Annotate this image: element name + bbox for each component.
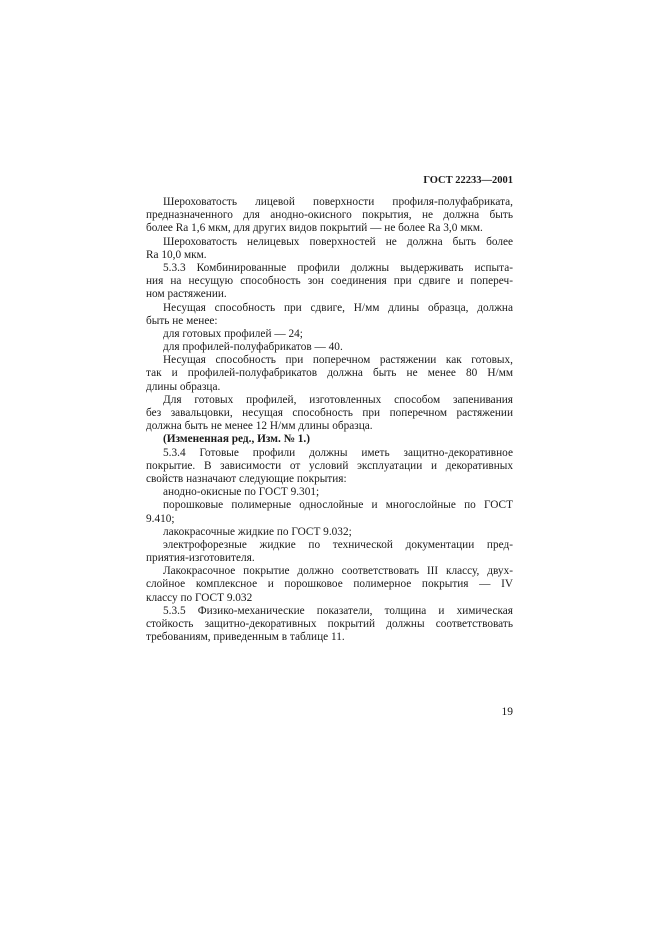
text-line: слойное комплексное и порошковое полимерное покрытия — IV — [146, 578, 513, 591]
text-line: Шероховатость лицевой поверхности профиля-полуфабриката, — [163, 196, 513, 208]
text-line: порошковые полимерные однослойные и многослойные по ГОСТ — [163, 499, 513, 512]
text-line: для профилей-полуфабрикатов — 40. — [163, 341, 343, 354]
text-line: стойкость защитно-декоративных покрытий должны соответствовать — [146, 618, 513, 630]
text-line: Лакокрасочное покрытие должно соответствовать III классу, двух- — [163, 565, 513, 578]
page-number: 19 — [501, 706, 513, 718]
text-line: приятия-изготовителя. — [146, 552, 255, 565]
text-line: так и профилей-полуфабрикатов должна быть не менее 80 Н/мм — [146, 367, 513, 380]
document-body — [146, 196, 513, 644]
text-line: без завальцовки, несущая способность при поперечном растяжении — [146, 407, 513, 419]
text-line: 9.410; — [146, 512, 175, 525]
text-line: ния на несущую способность зон соединения при сдвиге и попереч- — [146, 275, 513, 288]
text-line: свойств назначают следующие покрытия: — [146, 472, 347, 485]
text-line: более Ra 1,6 мкм, для других видов покрытий — не более Ra 3,0 мкм. — [146, 222, 483, 235]
document-header: ГОСТ 22233—2001 — [423, 175, 513, 186]
text-line: Несущая способность при поперечном растяжении как готовых, — [163, 354, 513, 367]
text-line: электрофорезные жидкие по технической документации пред- — [163, 538, 513, 551]
text-line: Несущая способность при сдвиге, Н/мм длины образца, должна — [163, 301, 513, 314]
text-line: должна быть не менее 12 Н/мм длины образца. — [146, 420, 373, 433]
text-line: классу по ГОСТ 9.032 — [146, 591, 253, 604]
text-line: 5.3.5 Физико-механические показатели, толщина и химическая — [163, 604, 513, 617]
text-line: ном растяжении. — [146, 288, 227, 301]
text-line: длины образца. — [146, 380, 221, 393]
text-line: Ra 10,0 мкм. — [146, 248, 207, 261]
text-line: 5.3.4 Готовые профили должны иметь защитно-декоративное — [163, 446, 513, 459]
text-line: требованиям, приведенным в таблице 11. — [146, 631, 345, 644]
text-line: покрытие. В зависимости от условий эксплуатации и декоративных — [146, 459, 513, 472]
text-line: Для готовых профилей, изготовленных способом запенивания — [163, 393, 513, 406]
text-line: лакокрасочные жидкие по ГОСТ 9.032; — [163, 525, 352, 538]
text-line: для готовых профилей — 24; — [163, 327, 303, 340]
text-line: 5.3.3 Комбинированные профили должны выдерживать испыта- — [163, 261, 513, 274]
text-line: Шероховатость нелицевых поверхностей не должна быть более — [163, 235, 513, 248]
text-line: анодно-окисные по ГОСТ 9.301; — [163, 486, 320, 499]
text-line: быть не менее: — [146, 314, 218, 327]
amendment-note: (Измененная ред., Изм. № 1.) — [163, 433, 311, 446]
text-line: предназначенного для анодно-окисного покрытия, не должна быть — [146, 209, 513, 222]
